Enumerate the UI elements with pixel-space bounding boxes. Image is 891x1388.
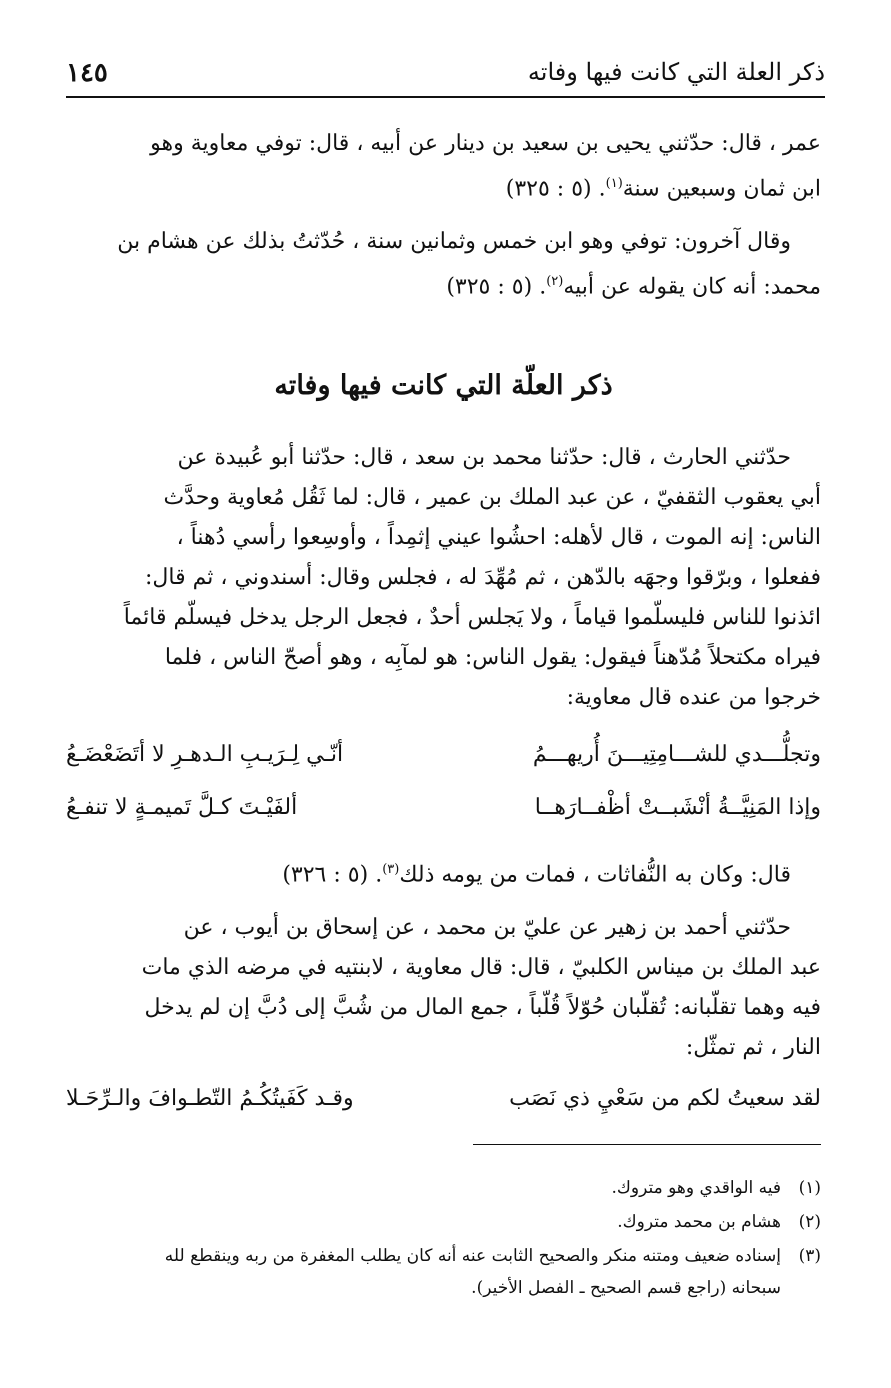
running-title: ذكر العلة التي كانت فيها وفاته	[527, 58, 825, 86]
text-line: فيراه مكتحلاً مُدّهناً فيقول: يقول الناس: هو لمآبِه ، وهو أصحّ الناس ، فلما	[164, 645, 821, 670]
source-reference: (٥ : ٣٢٥)	[446, 274, 533, 300]
verse-first-hemistich: لقد سعيتُ لكم من سَعْيِ ذي نَصَب	[509, 1086, 821, 1111]
source-reference: (٥ : ٣٢٦)	[282, 862, 369, 888]
footnote-number: (١)	[798, 1178, 821, 1198]
footnote-marker: (١)	[605, 176, 623, 191]
source-reference: (٥ : ٣٢٥)	[505, 176, 592, 202]
footnote-separator	[473, 1144, 821, 1145]
verse-second-hemistich: وقـد كَفَيتُكُـمُ التّطـوافَ والـرِّحَـلا	[66, 1086, 354, 1111]
poem-verse	[66, 742, 821, 782]
text-fragment: محمد: أنه كان يقوله عن أبيه	[563, 274, 821, 300]
paragraph-death-age-1	[66, 124, 821, 209]
text-fragment: ابن ثمان وسبعين سنة	[622, 176, 821, 202]
text-line: النار ، ثم تمثّل:	[685, 1035, 821, 1060]
paragraph-death-age-2	[66, 222, 821, 307]
poem-verse	[66, 795, 821, 835]
text-line: حدّثني أحمد بن زهير عن عليّ بن محمد ، عن إسحاق بن أيوب ، عن	[183, 915, 791, 940]
text-line: ففعلوا ، وبرّقوا وجهَه بالدّهن ، ثم مُهِّدَ له ، فجلس وقال: أسندوني ، ثم قال:	[144, 565, 821, 590]
footnote-3	[66, 1240, 821, 1304]
section-heading: ذكر العلّة التي كانت فيها وفاته	[274, 370, 613, 401]
footnote-2	[66, 1206, 821, 1238]
verse-second-hemistich: ألفَيْـتَ كـلَّ تَميمـةٍ لا تنفـعُ	[66, 795, 298, 820]
paragraph-daughters	[66, 908, 821, 1068]
footnote-number: (٢)	[798, 1212, 821, 1232]
text-line: خرجوا من عنده قال معاوية:	[566, 685, 821, 710]
verse-second-hemistich: أنّـي لِـرَيـبِ الـدهـرِ لا أتَضَعْضَـعُ	[66, 742, 344, 767]
footnote-text-continued: سبحانه (راجع قسم الصحيح ـ الفصل الأخير).	[471, 1278, 781, 1298]
verse-first-hemistich: وتجلُّـــدي للشـــامِتِيـــنَ أُريهـــمُ	[532, 742, 821, 767]
poem-verse	[66, 1086, 821, 1126]
text-line: الناس: إنه الموت ، قال لأهله: احشُوا عيني إثمِداً ، وأوسِعوا رأسي دُهناً ،	[176, 525, 821, 550]
paragraph-final-illness	[66, 438, 821, 718]
paragraph-death-day	[66, 850, 821, 895]
text-line: قال: وكان به النُّفاثات ، فمات من يومه ذلك$^{(٣)}$. (٥ : ٣٢٦)	[282, 862, 791, 888]
text-line: ائذنوا للناس فليسلّموا قياماً ، ولا يَجلس أحدٌ ، فجعل الرجل يدخل فيسلّم قائماً	[123, 605, 821, 630]
text-line: عمر ، قال: حدّثني يحيى بن سعيد بن دينار عن أبيه ، قال: توفي معاوية وهو	[150, 131, 821, 156]
text-line: ابن ثمان وسبعين سنة$^{(١)}$. (٥ : ٣٢٥)	[505, 176, 821, 202]
text-fragment: قال: وكان به النُّفاثات ، فمات من يومه ذلك	[399, 862, 791, 888]
text-line: محمد: أنه كان يقوله عن أبيه$^{(٢)}$. (٥ : ٣٢٥)	[446, 274, 821, 300]
text-line: أبي يعقوب الثقفيّ ، عن عبد الملك بن عمير ، قال: لما ثَقُل مُعاوية وحدَّث	[163, 485, 821, 510]
page-header	[66, 52, 825, 98]
footnote-1	[66, 1172, 821, 1204]
footnote-text: هشام بن محمد متروك.	[617, 1212, 781, 1232]
verse-first-hemistich: وإذا المَنِيَّــةُ أنْشَبــتْ أظْفــارَهــا	[534, 795, 821, 820]
page-number: ١٤٥	[66, 58, 108, 88]
text-line: عبد الملك بن ميناس الكلبيّ ، قال: قال معاوية ، لابنتيه في مرضه الذي مات	[141, 955, 821, 980]
footnote-marker: (٢)	[546, 274, 564, 289]
footnote-text: فيه الواقدي وهو متروك.	[611, 1178, 781, 1198]
footnote-number: (٣)	[798, 1246, 821, 1266]
text-line: وقال آخرون: توفي وهو ابن خمس وثمانين سنة ، حُدّثتُ بذلك عن هشام بن	[117, 229, 791, 254]
text-line: فيه وهما تقلّبانه: تُقلّبان حُوّلاً قُلّباً ، جمع المال من شُبَّ إلى دُبَّ إن لم يدخل	[144, 995, 821, 1020]
footnote-text: إسناده ضعيف ومتنه منكر والصحيح الثابت عنه أنه كان يطلب المغفرة من ربه وينقطع لله	[164, 1246, 781, 1266]
text-line: حدّثني الحارث ، قال: حدّثنا محمد بن سعد ، قال: حدّثنا أبو عُبيدة عن	[177, 445, 791, 470]
footnote-marker: (٣)	[382, 862, 400, 877]
